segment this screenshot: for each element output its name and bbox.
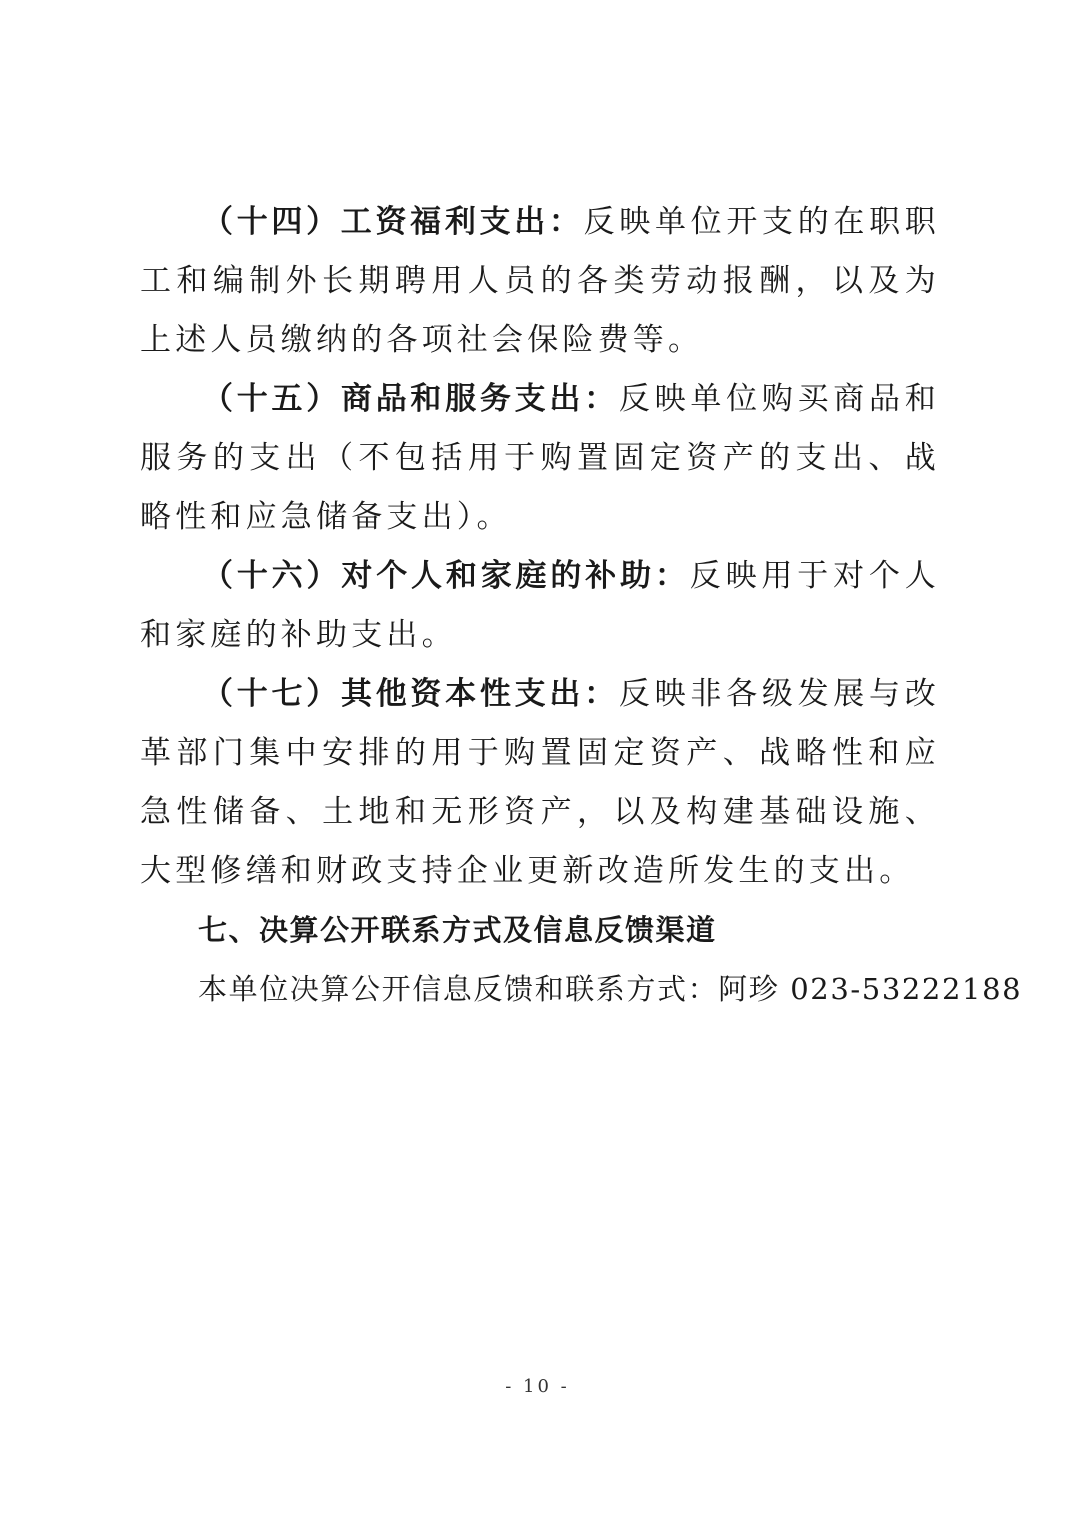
- paragraph-household-subsidy: [140, 547, 940, 665]
- desc-household-subsidy: 反映用于对个人和家庭的补助支出。: [140, 558, 940, 653]
- section-heading: 七、决算公开联系方式及信息反馈渠道: [198, 913, 717, 947]
- term-household-subsidy: （十六）对个人和家庭的补助：: [202, 558, 690, 594]
- term-other-capital: （十七）其他资本性支出：: [202, 676, 619, 712]
- term-wage-welfare: （十四）工资福利支出：: [202, 204, 584, 240]
- document-body: [140, 193, 1023, 1019]
- desc-goods-services: 反映单位购买商品和服务的支出（不包括用于购置固定资产的支出、战略性和应急储备支出）。: [140, 381, 940, 535]
- page-number: - 10 -: [505, 1376, 570, 1397]
- desc-other-capital: 反映非各级发展与改革部门集中安排的用于购置固定资产、战略性和应急性储备、土地和无形资产，以及构建基础设施、大型修缮和财政支持企业更新改造所发生的支出。: [140, 676, 940, 889]
- desc-wage-welfare: 反映单位开支的在职职工和编制外长期聘用人员的各类劳动报酬，以及为上述人员缴纳的各项社会保险费等。: [140, 204, 941, 358]
- paragraph-other-capital: [140, 665, 940, 901]
- paragraph-wage-welfare: [140, 193, 940, 370]
- paragraph-goods-services: [140, 370, 940, 547]
- contact-info: 本单位决算公开信息反馈和联系方式：阿珍 023-53222188: [198, 972, 1023, 1006]
- term-goods-services: （十五）商品和服务支出：: [202, 381, 619, 417]
